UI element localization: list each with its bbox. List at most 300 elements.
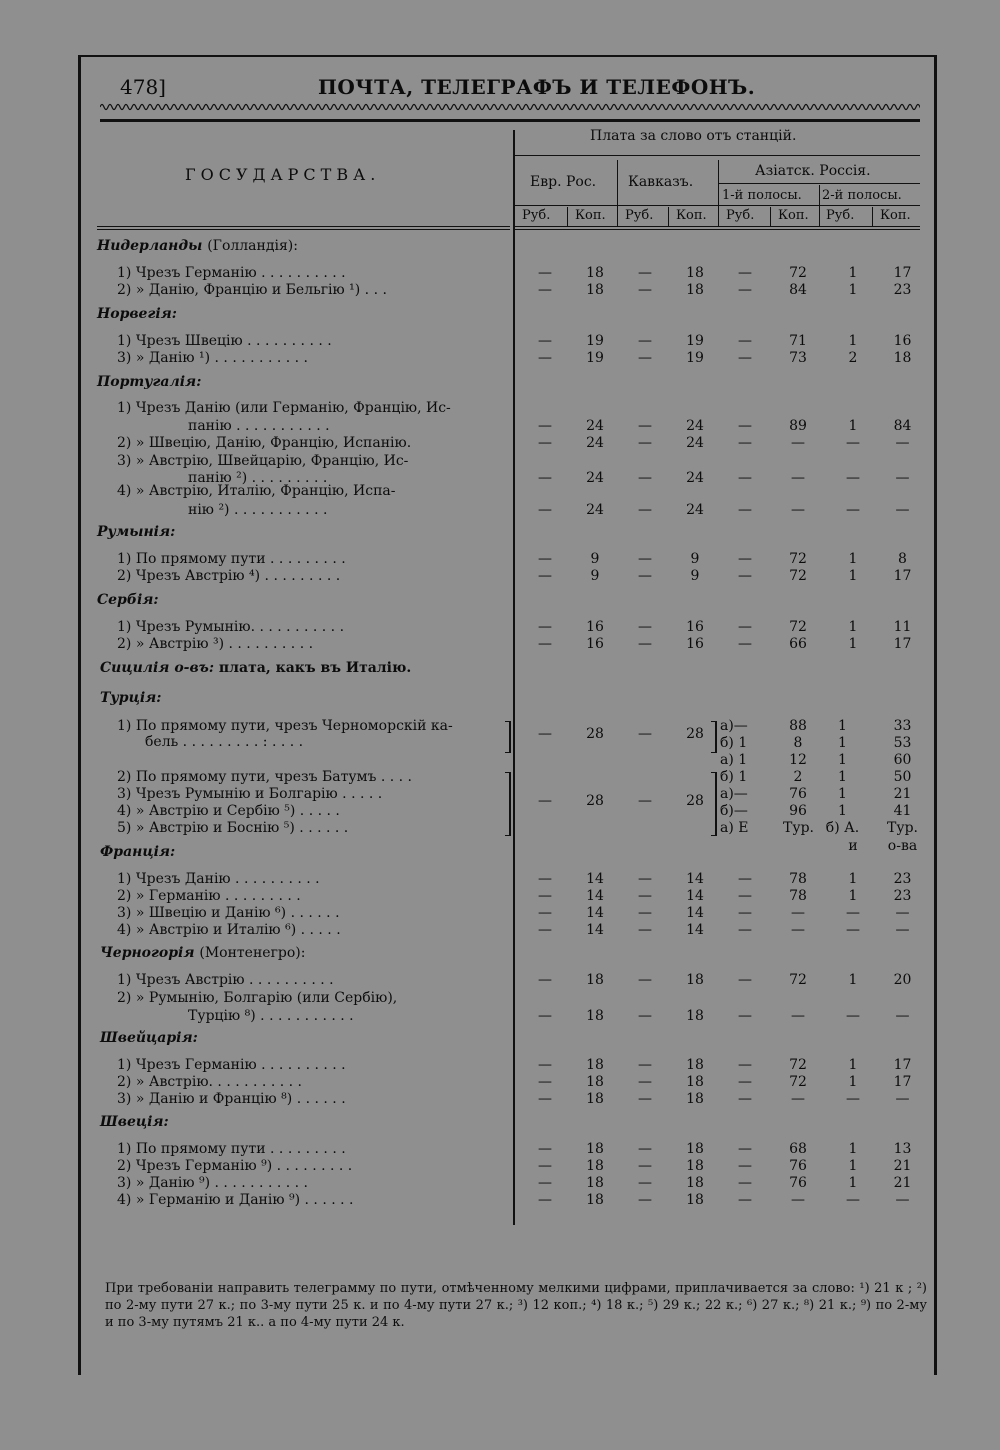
col-rule	[718, 160, 719, 227]
turkey-row-3: 3) Чрезъ Румынію и Болгарію . . . . .	[117, 786, 383, 802]
table-cell: 73	[789, 350, 807, 366]
table-cell: 14	[586, 905, 604, 921]
table-cell: —	[738, 922, 752, 938]
table-cell: —	[538, 1175, 552, 1191]
table-cell: 18	[586, 1175, 604, 1191]
table-cell: 16	[586, 619, 604, 635]
table-cell: 18	[686, 1192, 704, 1208]
table-cell: —	[738, 350, 752, 366]
table-cell: 14	[586, 922, 604, 938]
table-cell: 18	[586, 1074, 604, 1090]
table-cell: 19	[586, 350, 604, 366]
turkey-asia-cell: а) 1	[720, 752, 748, 768]
turkey-kavkaz-kop: 28	[686, 726, 704, 742]
table-cell: —	[791, 1192, 805, 1208]
table-cell: 18	[893, 350, 912, 366]
table-cell: 18	[586, 1141, 604, 1157]
table-cell: —	[538, 619, 552, 635]
row-label: 1) Чрезъ Австрію . . . . . . . . . .	[117, 972, 334, 988]
table-cell: —	[538, 1074, 552, 1090]
row-label: 4) » Австрію, Италію, Францію, Испа-	[117, 483, 396, 499]
table-cell: 18	[586, 1057, 604, 1073]
country-netherlands: Нидерланды (Голландія):	[97, 238, 298, 254]
turkey-asia-cell: а) Е	[720, 820, 749, 836]
states-rule-2	[97, 229, 510, 230]
table-cell: 23	[893, 888, 912, 904]
table-cell: —	[738, 470, 752, 486]
table-cell: —	[738, 282, 752, 298]
table-cell: 89	[789, 418, 807, 434]
table-cell: 16	[893, 333, 912, 349]
turkey-kavkaz-rub: —	[638, 726, 652, 742]
table-cell: —	[638, 333, 652, 349]
row-label: 1) По прямому пути . . . . . . . . .	[117, 1141, 346, 1157]
turkey-asia-cell: 1	[838, 718, 847, 734]
table-cell: 1	[848, 1175, 858, 1191]
table-cell: —	[638, 418, 652, 434]
table-cell: —	[538, 1192, 552, 1208]
brace	[711, 772, 717, 836]
table-cell: —	[895, 435, 910, 451]
table-cell: —	[738, 871, 752, 887]
country-portugal: Португалія:	[97, 374, 202, 390]
table-cell: —	[538, 888, 552, 904]
col-zone1: 1-й полосы.	[722, 188, 802, 203]
turkey-asia-cell: 1	[838, 769, 847, 785]
col-rule	[872, 207, 873, 227]
table-cell: 24	[586, 470, 604, 486]
turkey-asia-cell: 60	[893, 752, 912, 768]
table-cell: 1	[848, 1141, 858, 1157]
turkey-asia-cell: 1	[838, 735, 847, 751]
turkey-asia-cell: Тур.	[783, 820, 814, 836]
row-label: 1) Чрезъ Швецію . . . . . . . . . .	[117, 333, 332, 349]
unit-label-rub: Руб.	[625, 208, 654, 223]
table-cell: —	[738, 1192, 752, 1208]
table-cell: —	[638, 282, 652, 298]
table-cell: 84	[789, 282, 807, 298]
table-cell: —	[738, 568, 752, 584]
table-cell: 18	[586, 1091, 604, 1107]
table-cell: 18	[586, 1192, 604, 1208]
table-cell: 76	[789, 1158, 807, 1174]
table-cell: 18	[686, 1008, 704, 1024]
table-cell: —	[738, 1057, 752, 1073]
unit-label-rub: Руб.	[726, 208, 755, 223]
table-cell: 18	[686, 265, 704, 281]
table-cell: 1	[848, 282, 858, 298]
table-cell: —	[638, 1192, 652, 1208]
table-cell: —	[738, 333, 752, 349]
brace	[711, 721, 717, 753]
row-label: 2) » Данію, Францію и Бельгію ¹) . . .	[117, 282, 387, 298]
col-zone2: 2-й полосы.	[822, 188, 902, 203]
table-cell: 19	[586, 333, 604, 349]
page-frame-left	[78, 55, 81, 1375]
turkey-asia-cell: б) А.	[825, 820, 860, 836]
table-cell: —	[538, 435, 552, 451]
turkey-kavkaz-rub: —	[638, 793, 652, 809]
table-cell: —	[846, 502, 860, 518]
table-cell: 78	[789, 871, 807, 887]
table-cell: —	[738, 1091, 752, 1107]
table-cell: 18	[686, 282, 704, 298]
table-cell: —	[538, 1008, 552, 1024]
table-cell: —	[738, 418, 752, 434]
table-cell: —	[538, 502, 552, 518]
table-cell: —	[846, 470, 860, 486]
table-cell: —	[895, 1192, 910, 1208]
turkey-asia-cell: 1	[838, 786, 847, 802]
table-cell: —	[638, 1141, 652, 1157]
table-cell: 23	[893, 871, 912, 887]
table-cell: 71	[789, 333, 807, 349]
country-romania: Румынія:	[97, 524, 176, 540]
table-cell: 72	[789, 1074, 807, 1090]
brace	[505, 721, 511, 753]
table-cell: —	[538, 568, 552, 584]
table-cell: 21	[893, 1175, 912, 1191]
table-cell: 1	[848, 871, 858, 887]
turkey-asia-cell: 12	[789, 752, 807, 768]
page-number: 478]	[120, 75, 166, 99]
fee-title: Плата за слово отъ станцій.	[590, 128, 797, 144]
table-cell: —	[738, 1008, 752, 1024]
table-cell: —	[791, 435, 805, 451]
table-cell: —	[638, 470, 652, 486]
table-cell: 66	[789, 636, 807, 652]
states-rule-1	[97, 226, 510, 227]
table-cell: 18	[586, 1008, 604, 1024]
table-cell: —	[638, 1057, 652, 1073]
table-cell: —	[846, 1091, 860, 1107]
states-header: ГОСУДАРСТВА.	[185, 165, 381, 184]
row-label: 4) » Австрію и Италію ⁶) . . . . .	[117, 922, 341, 938]
table-cell: —	[791, 502, 805, 518]
table-cell: —	[895, 502, 910, 518]
asia-rule	[718, 183, 920, 184]
table-cell: 18	[586, 1158, 604, 1174]
table-cell: —	[638, 350, 652, 366]
table-cell: 20	[893, 972, 912, 988]
row-label: 2) Чрезъ Австрію ⁴) . . . . . . . . .	[117, 568, 341, 584]
table-cell: 72	[789, 265, 807, 281]
table-cell: —	[638, 435, 652, 451]
row-label: Турцію ⁸) . . . . . . . . . . .	[188, 1008, 354, 1024]
table-cell: 72	[789, 568, 807, 584]
row-label: 1) Чрезъ Румынію. . . . . . . . . . .	[117, 619, 345, 635]
table-cell: 21	[893, 1158, 912, 1174]
turkey-asia-cell: 21	[893, 786, 912, 802]
table-cell: —	[538, 636, 552, 652]
table-cell: —	[738, 1141, 752, 1157]
table-cell: 11	[893, 619, 912, 635]
table-cell: —	[538, 551, 552, 567]
table-cell: 24	[586, 435, 604, 451]
row-label: 2) » Австрію ³) . . . . . . . . . .	[117, 636, 314, 652]
table-cell: —	[538, 922, 552, 938]
table-cell: 72	[789, 551, 807, 567]
row-label: 3) » Данію и Францію ⁸) . . . . . .	[117, 1091, 346, 1107]
turkey-asia-cell: 88	[789, 718, 807, 734]
turkey-eur-rub: —	[538, 726, 552, 742]
units-bottom-rule-2	[515, 229, 920, 230]
turkey-row-4: 4) » Австрію и Сербію ⁵) . . . . .	[117, 803, 340, 819]
table-cell: 72	[789, 1057, 807, 1073]
table-cell: 24	[686, 502, 704, 518]
table-cell: —	[791, 922, 805, 938]
table-cell: —	[638, 888, 652, 904]
country-sweden: Швеція:	[100, 1114, 169, 1130]
table-cell: —	[538, 418, 552, 434]
table-cell: 8	[898, 551, 907, 567]
turkey-eur-rub: —	[538, 793, 552, 809]
table-cell: 18	[586, 972, 604, 988]
page-frame-right	[934, 55, 937, 1375]
table-cell: 14	[586, 888, 604, 904]
turkey-asia-cell: а)—	[720, 786, 748, 802]
table-cell: 1	[848, 972, 858, 988]
turkey-asia-cell: 96	[789, 803, 807, 819]
turkey-asia-cell: 1	[838, 752, 847, 768]
table-cell: —	[538, 972, 552, 988]
table-cell: 24	[586, 418, 604, 434]
col-asia: Азіатск. Россія.	[755, 163, 871, 179]
table-cell: —	[738, 972, 752, 988]
table-cell: 72	[789, 972, 807, 988]
table-cell: 1	[848, 619, 858, 635]
table-cell: 18	[686, 1175, 704, 1191]
unit-label-rub: Руб.	[826, 208, 855, 223]
table-cell: —	[738, 265, 752, 281]
ornamental-rule	[100, 100, 920, 114]
row-label: 2) » Румынію, Болгарію (или Сербію),	[117, 990, 398, 1006]
country-montenegro: Черногорія (Монтенегро):	[100, 945, 306, 961]
table-cell: 1	[848, 1158, 858, 1174]
table-cell: —	[738, 619, 752, 635]
table-cell: 18	[686, 1158, 704, 1174]
table-cell: 24	[686, 470, 704, 486]
table-cell: —	[638, 922, 652, 938]
unit-label-kop: Коп.	[778, 208, 809, 223]
table-cell: —	[738, 435, 752, 451]
turkey-asia-cell: 33	[893, 718, 912, 734]
turkey-asia-cell: 50	[893, 769, 912, 785]
table-cell: 18	[686, 1091, 704, 1107]
table-cell: —	[538, 871, 552, 887]
table-cell: —	[638, 871, 652, 887]
table-cell: —	[638, 619, 652, 635]
table-cell: —	[538, 333, 552, 349]
unit-label-kop: Коп.	[880, 208, 911, 223]
table-cell: 1	[848, 551, 858, 567]
unit-label-kop: Коп.	[676, 208, 707, 223]
brace	[505, 772, 511, 836]
turkey-asia-cell: 8	[793, 735, 803, 751]
turkey-asia-cell: б) 1	[720, 769, 748, 785]
row-label: 2) » Австрію. . . . . . . . . . .	[117, 1074, 302, 1090]
table-cell: —	[638, 568, 652, 584]
table-cell: 14	[686, 871, 704, 887]
row-label: 1) Чрезъ Германію . . . . . . . . . .	[117, 265, 346, 281]
table-cell: 16	[686, 636, 704, 652]
table-cell: 14	[686, 888, 704, 904]
table-cell: —	[638, 1175, 652, 1191]
country-turkey: Турція:	[100, 690, 162, 706]
table-cell: —	[638, 636, 652, 652]
table-cell: —	[895, 470, 910, 486]
country-france: Франція:	[100, 844, 176, 860]
table-cell: —	[846, 1192, 860, 1208]
table-cell: 18	[586, 265, 604, 281]
table-cell: 18	[586, 282, 604, 298]
table-cell: —	[895, 1091, 910, 1107]
country-switzerland: Швейцарія:	[100, 1030, 198, 1046]
col-rule	[668, 207, 669, 227]
turkey-asia-cell: б)—	[720, 803, 748, 819]
table-cell: —	[638, 551, 652, 567]
table-cell: 17	[893, 568, 912, 584]
turkey-asia-cell: 76	[789, 786, 807, 802]
turkey-row-5: 5) » Австрію и Боснію ⁵) . . . . . .	[117, 820, 349, 836]
table-divider	[513, 130, 515, 1225]
table-cell: 1	[848, 418, 858, 434]
table-cell: —	[791, 905, 805, 921]
table-cell: 9	[690, 551, 700, 567]
table-cell: 84	[893, 418, 912, 434]
col-rule	[819, 185, 820, 227]
table-cell: —	[638, 265, 652, 281]
table-cell: 17	[893, 636, 912, 652]
table-cell: 9	[590, 568, 600, 584]
table-cell: —	[638, 905, 652, 921]
table-cell: 14	[586, 871, 604, 887]
header-rule	[100, 119, 920, 122]
table-cell: 19	[686, 350, 704, 366]
row-label: 3) » Данію ⁹) . . . . . . . . . . .	[117, 1175, 308, 1191]
turkey-asia-cell: 41	[893, 803, 912, 819]
table-cell: —	[846, 922, 860, 938]
table-cell: —	[895, 905, 910, 921]
turkey-row-1-cont: бель . . . . . . . . . : . . . .	[145, 734, 304, 750]
table-cell: —	[846, 435, 860, 451]
turkey-eur-kop: 28	[586, 793, 604, 809]
table-cell: 24	[586, 502, 604, 518]
row-label: 3) » Швецію и Данію ⁶) . . . . . .	[117, 905, 340, 921]
table-cell: —	[638, 1008, 652, 1024]
table-cell: 9	[590, 551, 600, 567]
table-cell: —	[638, 972, 652, 988]
table-cell: —	[538, 1057, 552, 1073]
table-cell: 16	[586, 636, 604, 652]
row-label: 2) » Германію . . . . . . . . .	[117, 888, 301, 904]
table-cell: —	[791, 470, 805, 486]
table-cell: 76	[789, 1175, 807, 1191]
table-cell: —	[538, 1091, 552, 1107]
table-cell: —	[791, 1008, 805, 1024]
table-cell: —	[538, 265, 552, 281]
row-label: панію . . . . . . . . . . .	[188, 418, 330, 434]
table-cell: 72	[789, 619, 807, 635]
table-cell: 1	[848, 265, 858, 281]
table-cell: 2	[848, 350, 858, 366]
turkey-asia-cell: 53	[893, 735, 912, 751]
table-cell: —	[738, 888, 752, 904]
table-cell: —	[738, 1158, 752, 1174]
table-cell: —	[738, 1175, 752, 1191]
table-cell: —	[791, 1091, 805, 1107]
table-cell: —	[895, 1008, 910, 1024]
table-cell: —	[738, 905, 752, 921]
footnote: При требованіи направить телеграмму по пути, отмѣченному мелкими цифрами, приплачивается за слово: ¹) 21 к ; ²) по 2-му пути 27 к.; по 3-му пути 25 к. и по 4-му пути 27 к.; ³) 12 коп.; ⁴) 18 к.; ⁵) 29 к.; 22 к.; ⁶) 27 к.; ⁸) 21 к.; ⁹) по 2-му и по 3-му путямъ 21 к.. а по 4-му пути 24 к.	[105, 1281, 927, 1330]
table-cell: —	[638, 1074, 652, 1090]
table-cell: —	[846, 905, 860, 921]
fee-rule	[515, 155, 920, 156]
table-cell: 1	[848, 888, 858, 904]
page-title: ПОЧТА, ТЕЛЕГРАФЪ И ТЕЛЕФОНЪ.	[318, 75, 756, 99]
table-cell: 16	[686, 619, 704, 635]
country-sicily: Сицилія о-въ: плата, какъ въ Италію.	[100, 660, 412, 676]
row-label: 4) » Германію и Данію ⁹) . . . . . .	[117, 1192, 354, 1208]
country-serbia: Сербія:	[97, 592, 159, 608]
table-cell: 1	[848, 636, 858, 652]
table-cell: —	[738, 551, 752, 567]
table-cell: 17	[893, 1057, 912, 1073]
table-cell: 1	[848, 333, 858, 349]
page-frame-top	[78, 55, 936, 57]
table-cell: 1	[848, 1057, 858, 1073]
table-cell: —	[738, 1074, 752, 1090]
row-label: 2) Чрезъ Германію ⁹) . . . . . . . . .	[117, 1158, 353, 1174]
table-cell: 19	[686, 333, 704, 349]
table-cell: 17	[893, 1074, 912, 1090]
table-cell: 18	[686, 1074, 704, 1090]
row-label: 1) Чрезъ Данію (или Германію, Францію, Ис-	[117, 400, 451, 416]
row-label: 1) Чрезъ Данію . . . . . . . . . .	[117, 871, 320, 887]
turkey-asia-cell: 1	[838, 803, 847, 819]
turkey-asia-cell: 2	[793, 769, 803, 785]
table-cell: 68	[789, 1141, 807, 1157]
table-cell: —	[638, 1091, 652, 1107]
table-cell: —	[538, 470, 552, 486]
col-eur: Евр. Рос.	[530, 174, 597, 190]
table-cell: —	[846, 1008, 860, 1024]
row-label: 3) » Данію ¹) . . . . . . . . . . .	[117, 350, 308, 366]
table-cell: 17	[893, 265, 912, 281]
table-cell: 1	[848, 1074, 858, 1090]
turkey-eur-kop: 28	[586, 726, 604, 742]
table-cell: —	[638, 502, 652, 518]
table-cell: 9	[690, 568, 700, 584]
col-rule	[770, 207, 771, 227]
turkey-asia-note: и	[848, 838, 858, 854]
table-cell: 1	[848, 568, 858, 584]
turkey-asia-cell: а)—	[720, 718, 748, 734]
turkey-kavkaz-kop: 28	[686, 793, 704, 809]
col-rule	[617, 160, 618, 227]
table-cell: 14	[686, 922, 704, 938]
table-cell: 23	[893, 282, 912, 298]
turkey-asia-cell: б) 1	[720, 735, 748, 751]
turkey-asia-cell: Тур.	[887, 820, 918, 836]
table-cell: 18	[686, 1057, 704, 1073]
table-cell: —	[538, 1141, 552, 1157]
turkey-asia-note: о-ва	[887, 838, 918, 854]
table-cell: —	[895, 922, 910, 938]
table-cell: 18	[686, 1141, 704, 1157]
table-cell: —	[538, 350, 552, 366]
table-cell: 14	[686, 905, 704, 921]
